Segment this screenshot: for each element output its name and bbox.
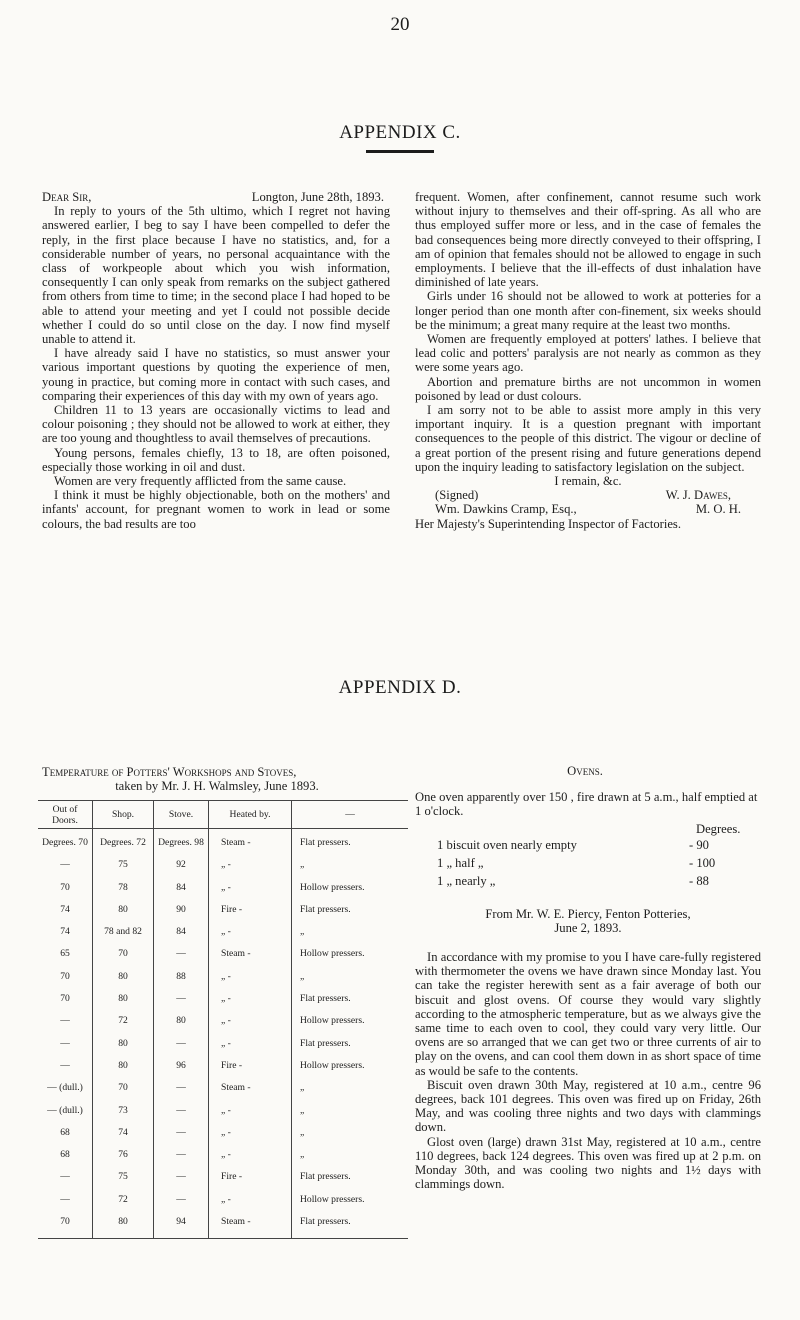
table-cell: Hollow pressers. (292, 1194, 409, 1216)
table-cell: 70 (38, 971, 93, 993)
oven-value: - 88 (689, 874, 709, 888)
table-row (38, 1105, 408, 1127)
table-cell: — (154, 1127, 209, 1149)
table-cell: Steam - (209, 829, 292, 860)
paragraph: I have already said I have no statistics, so must answer your various important questions by quoting the experience of men, young in practice, but coming more in contact with such cases, and comparing their experiences of this day with my own of years ago. (42, 346, 390, 403)
table-cell: 70 (38, 882, 93, 904)
table-cell: 70 (38, 993, 93, 1015)
table-cell: Flat pressers. (292, 904, 409, 926)
table-cell: Steam - (209, 1082, 292, 1104)
table-cell: 88 (154, 971, 209, 993)
table-cell: „ (292, 1105, 409, 1127)
table-cell: 80 (93, 993, 154, 1015)
signer: W. J. Dawes, (665, 488, 731, 503)
table-cell: „ (292, 1127, 409, 1149)
table-cell: „ (292, 859, 409, 881)
table-cell: Flat pressers. (292, 1216, 409, 1239)
table-caption-line: taken by Mr. J. H. Walmsley, June 1893. (115, 779, 319, 794)
degrees-heading: Degrees. (696, 822, 741, 836)
table-cell: „ - (209, 1015, 292, 1037)
table-row (38, 1216, 408, 1239)
table-cell: — (dull.) (38, 1105, 93, 1127)
table-cell: „ - (209, 1127, 292, 1149)
table-cell: Fire - (209, 1171, 292, 1193)
table-row (38, 1015, 408, 1037)
table-row (38, 948, 408, 970)
letter-heading (42, 190, 390, 204)
table-cell: 84 (154, 882, 209, 904)
table-row (38, 859, 408, 881)
table-cell: — (154, 1149, 209, 1171)
table-cell: 74 (93, 1127, 154, 1149)
appendix-c-right-column (415, 190, 761, 531)
signed-label: (Signed) (435, 488, 479, 503)
table-cell: — (154, 1082, 209, 1104)
oven-row (437, 874, 757, 889)
place-date: Longton, June 28th, 1893. (251, 190, 384, 204)
paragraph: Women are very frequently afflicted from the same cause. (54, 474, 347, 489)
table-cell: 76 (93, 1149, 154, 1171)
table-cell: 80 (154, 1015, 209, 1037)
table-cell: 73 (93, 1105, 154, 1127)
table-row (38, 1194, 408, 1216)
table-row (38, 993, 408, 1015)
table-cell: 92 (154, 859, 209, 881)
paragraph: Young persons, females chiefly, 13 to 18, are often poisoned, especially those working in oil and dust. (42, 445, 390, 474)
table-cell: 78 and 82 (93, 926, 154, 948)
table-row (38, 926, 408, 948)
paragraph: Abortion and premature births are not uncommon in women poisoned by lead or dust colours. (415, 374, 761, 403)
table-cell: Steam - (209, 948, 292, 970)
table-cell: — (38, 1060, 93, 1082)
table-cell: Degrees. 98 (154, 829, 209, 860)
table-cell: 90 (154, 904, 209, 926)
table-row (38, 1038, 408, 1060)
source-line: From Mr. W. E. Piercy, Fenton Potteries, (485, 907, 691, 921)
addressee: Wm. Dawkins Cramp, Esq., (435, 502, 577, 517)
table-cell: „ (292, 926, 409, 948)
column-header: Heated by. (209, 801, 292, 829)
signer-degree: M. O. H. (695, 502, 741, 517)
table-cell: — (38, 1015, 93, 1037)
table-cell: Steam - (209, 1216, 292, 1239)
table-cell: Flat pressers. (292, 1171, 409, 1193)
table-cell: 78 (93, 882, 154, 904)
table-cell: 75 (93, 1171, 154, 1193)
table-row (38, 971, 408, 993)
oven-value: - 90 (689, 838, 709, 852)
column-header: — (292, 801, 409, 829)
table-cell: „ - (209, 1149, 292, 1171)
table-cell: — (38, 1038, 93, 1060)
table-cell: — (154, 1171, 209, 1193)
oven-label: 1 „ nearly „ (437, 874, 496, 888)
oven-value: - 100 (689, 856, 716, 870)
table-cell: 68 (38, 1149, 93, 1171)
table-cell: Fire - (209, 1060, 292, 1082)
letter-source (415, 907, 761, 935)
table-cell: 70 (93, 948, 154, 970)
table-cell: — (38, 859, 93, 881)
table-row (38, 904, 408, 926)
table-cell: Hollow pressers. (292, 948, 409, 970)
paragraph: I am sorry not to be able to assist more amply in this very important inquiry. It is a question pregnant with important consequences to the people of this district. The vigour or decline of a great portion of the present rising and future generations depend upon the inquiry leading to satisfactory legislation on the subject. (415, 403, 761, 474)
paragraph: Women are frequently employed at potters' lathes. I believe that lead colic and potters' paralysis are not nearly as common as they were some years ago. (415, 332, 761, 375)
title-rule (366, 150, 434, 153)
paragraph: frequent. Women, after confinement, cannot resume such work without injury to themselves and their off-spring. As all who are thus employed suffer more or less, and in the case of females the bad consequences being more directly conveyed to their offspring, I am of opinion that females should not be allowed to engage in such employments. I believe that the ill-effects of dust inhalation have diminished of late years. (415, 190, 761, 290)
table-cell: 96 (154, 1060, 209, 1082)
table-cell: Hollow pressers. (292, 1060, 409, 1082)
table-cell: Fire - (209, 904, 292, 926)
table-cell: — (154, 948, 209, 970)
table-cell: — (154, 993, 209, 1015)
appendix-d-title: APPENDIX D. (338, 677, 462, 698)
table-cell: „ - (209, 882, 292, 904)
table-cell: 80 (93, 1038, 154, 1060)
paragraph: Biscuit oven drawn 30th May, registered at 10 a.m., centre 96 degrees, back 101 degrees. This oven was fired up on Friday, 26th May, and was cooling three nights and two days with clammings down. (415, 1077, 761, 1135)
table-row (38, 1171, 408, 1193)
table-cell: Degrees. 72 (93, 829, 154, 860)
table-row (38, 1149, 408, 1171)
table-cell: „ - (209, 926, 292, 948)
table-cell: Hollow pressers. (292, 1015, 409, 1037)
source-date: June 2, 1893. (554, 921, 622, 936)
ovens-intro: One oven apparently over 150 , fire drawn at 5 a.m., half emptied at 1 o'clock. (415, 790, 758, 819)
appendix-c-title: APPENDIX C. (339, 122, 461, 143)
table-cell: 94 (154, 1216, 209, 1239)
table-cell: „ - (209, 1038, 292, 1060)
paragraph: In accordance with my promise to you I have care-fully registered with thermometer the ovens we have drawn since Monday last. You can take the register herewith sent as a fair average of both our biscuit and glost ovens. Of course they would vary slightly according to the atmospheric temperature, but as we always give the same time to each oven to cool, they could vary very little. Our ovens are so arranged that we can get two or three currents of air to play on the ovens, and can cool them down in as short space of time as would be safe to the contents. (415, 950, 761, 1078)
page-number: 20 (390, 14, 410, 35)
oven-row (437, 856, 757, 871)
closing: I remain, &c. (554, 474, 622, 489)
table-cell: 70 (93, 1082, 154, 1104)
ovens-body (415, 950, 761, 1191)
table-cell: Flat pressers. (292, 1038, 409, 1060)
table-cell: Flat pressers. (292, 829, 409, 860)
ovens-title: Ovens. (567, 764, 603, 778)
table-cell: 80 (93, 1216, 154, 1239)
table-cell: 65 (38, 948, 93, 970)
paragraph: Girls under 16 should not be allowed to work at potteries for a longer period than one month after con-finement, six weeks should be the minimum; a great many require at the least two months. (415, 289, 761, 332)
column-header: Out of Doors. (38, 801, 93, 829)
table-row (38, 1060, 408, 1082)
table-row (38, 829, 408, 860)
paragraph: Glost oven (large) drawn 31st May, registered at 10 a.m., centre 110 degrees, back 124 degrees. This oven was fired up at 2 p.m. on Monday 30th, and was cooling two nights and 1½ days with clammings down. (415, 1134, 761, 1192)
table-cell: — (154, 1194, 209, 1216)
signature-line (415, 488, 761, 502)
oven-row (437, 838, 757, 853)
paragraph: In reply to yours of the 5th ultimo, which I regret not having answered earlier, I beg to say I have been compelled to defer the reply, in the first place because I have no statistics, and, for a considerable number of years, no personal acquaintance with the class of workpeople about which you wish information, consequently I can only speak from remarks on the subject gathered from others from time to time; in the second place I had hoped to be able to attend your meeting and yet I could not possible decide whether I could do so until close on the day. I now find myself unable to attend it. (42, 204, 390, 347)
table-cell: Flat pressers. (292, 993, 409, 1015)
table-cell: — (154, 1038, 209, 1060)
table-cell: — (154, 1105, 209, 1127)
table-cell: „ - (209, 859, 292, 881)
table-cell: „ - (209, 1105, 292, 1127)
table-cell: 72 (93, 1015, 154, 1037)
table-row (38, 1082, 408, 1104)
oven-label: 1 „ half „ (437, 856, 484, 870)
temperature-table (38, 800, 408, 1239)
table-cell: — (38, 1171, 93, 1193)
table-cell: 68 (38, 1127, 93, 1149)
table-cell: 74 (38, 904, 93, 926)
table-cell: „ (292, 1082, 409, 1104)
table-cell: 80 (93, 971, 154, 993)
table-cell: „ - (209, 993, 292, 1015)
table-cell: „ - (209, 1194, 292, 1216)
salutation: Dear Sir, (42, 190, 92, 204)
table-cell: 84 (154, 926, 209, 948)
table-row (38, 1127, 408, 1149)
paragraph: Children 11 to 13 years are occasionally victims to lead and colour poisoning ; they should not be allowed to work at either, they are too young and thoughtless to avail themselves of precautions. (42, 403, 390, 446)
oven-label: 1 biscuit oven nearly empty (437, 838, 577, 852)
table-caption (42, 765, 392, 793)
table-cell: Degrees. 70 (38, 829, 93, 860)
table-cell: „ (292, 1149, 409, 1171)
table-cell: 80 (93, 904, 154, 926)
table-header-row (38, 801, 408, 829)
table-cell: — (dull.) (38, 1082, 93, 1104)
table-row (38, 882, 408, 904)
table-cell: 74 (38, 926, 93, 948)
table-cell: 75 (93, 859, 154, 881)
table-cell: „ (292, 971, 409, 993)
table-cell: 80 (93, 1060, 154, 1082)
inspector-title: Her Majesty's Superintending Inspector of Factories. (415, 516, 681, 531)
paragraph: I think it must be highly objectionable, both on the mothers' and infants' account, for pregnant women to work in lead or some colours, the bad results are too (42, 488, 390, 531)
addressee-line (415, 502, 761, 516)
appendix-c-left-column (42, 190, 390, 531)
column-header: Shop. (93, 801, 154, 829)
table-cell: Hollow pressers. (292, 882, 409, 904)
table-cell: 72 (93, 1194, 154, 1216)
table-cell: — (38, 1194, 93, 1216)
table-cell: 70 (38, 1216, 93, 1239)
table-caption-line: Temperature of Potters' Workshops and Stoves, (42, 765, 297, 779)
column-header: Stove. (154, 801, 209, 829)
table-cell: „ - (209, 971, 292, 993)
